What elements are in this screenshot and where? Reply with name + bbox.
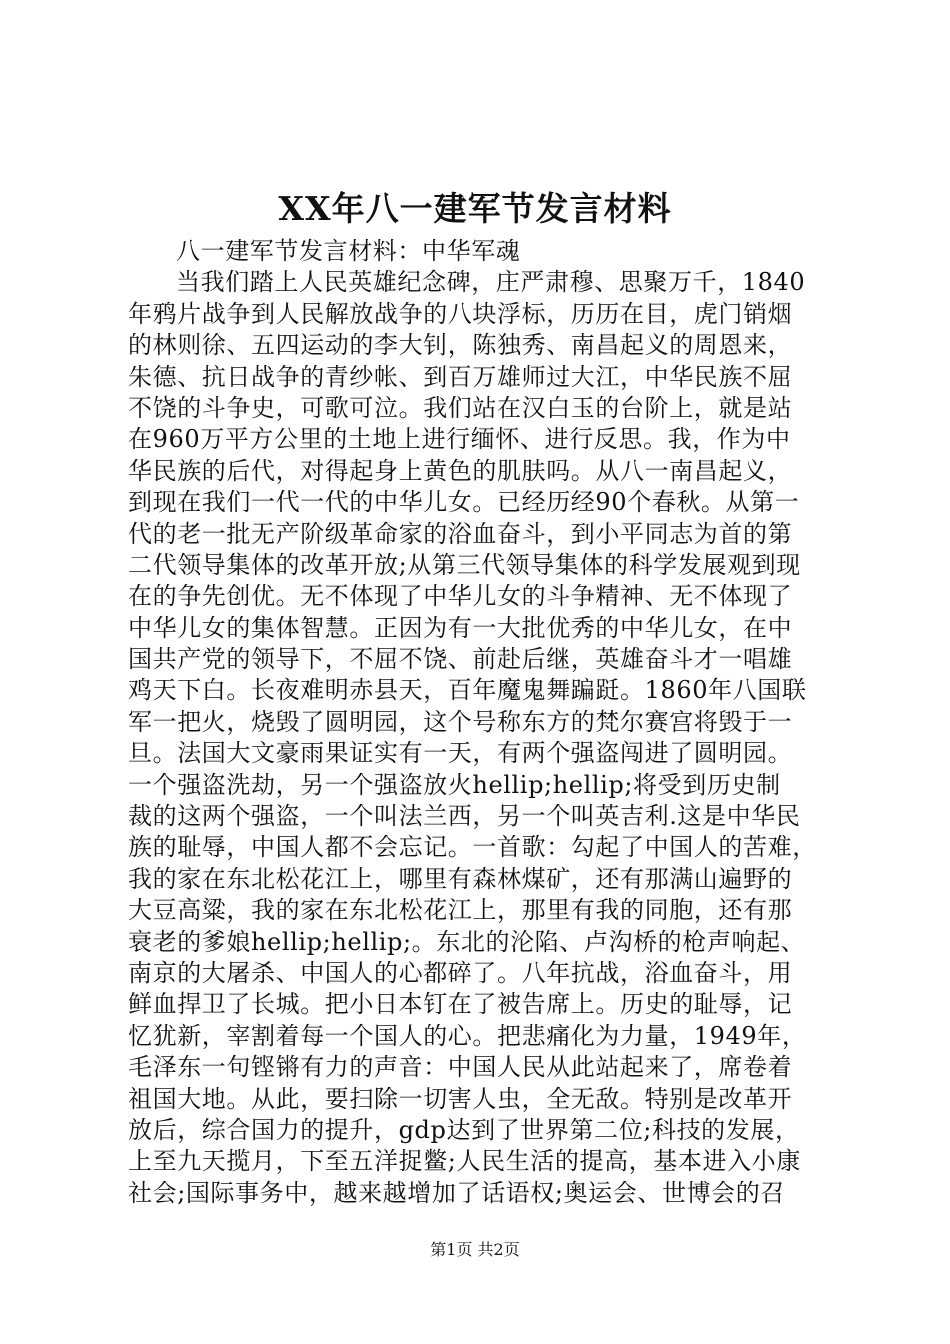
text-line: 在的争先创优。无不体现了中华儿女的斗争精神、无不体现了: [128, 582, 793, 611]
text-line: 的林则徐、五四运动的李大钊，陈独秀、南昌起义的周恩来，: [128, 331, 793, 360]
text-line: 旦。法国大文豪雨果证实有一天，有两个强盗闯进了圆明园。: [128, 739, 793, 768]
text-line: 中华儿女的集体智慧。正因为有一大批优秀的中华儿女，在中: [128, 613, 793, 642]
text-line: 代的老一批无产阶级革命家的浴血奋斗，到小平同志为首的第: [128, 519, 793, 548]
text-line: 裁的这两个强盗，一个叫法兰西，另一个叫英吉利.这是中华民: [128, 802, 801, 831]
text-line: 国共产党的领导下，不屈不饶、前赴后继，英雄奋斗才一唱雄: [128, 645, 793, 674]
text-line: 族的耻辱，中国人都不会忘记。一首歌：勾起了中国人的苦难，: [128, 833, 817, 862]
text-line: 上至九天揽月，下至五洋捉鳖;人民生活的提高，基本进入小康: [128, 1147, 801, 1176]
page-footer: 第1页 共2页: [430, 1240, 520, 1259]
text-line: 南京的大屠杀、中国人的心都碎了。八年抗战，浴血奋斗，用: [128, 958, 793, 987]
text-line: 军一把火，烧毁了圆明园，这个号称东方的梵尔赛宫将毁于一: [128, 707, 793, 736]
text-line: 到现在我们一代一代的中华儿女。已经历经90个春秋。从第一: [128, 488, 800, 517]
text-line: 二代领导集体的改革开放;从第三代领导集体的科学发展观到现: [128, 550, 801, 579]
text-line: 当我们踏上人民英雄纪念碑，庄严肃穆、思聚万千，1840: [176, 268, 806, 297]
text-line: 大豆高粱，我的家在东北松花江上，那里有我的同胞，还有那: [128, 896, 793, 925]
document-title: XX年八一建军节发言材料: [278, 189, 672, 228]
text-line: 一个强盗洗劫，另一个强盗放火hellip;hellip;将受到历史制: [128, 770, 781, 799]
text-line: 祖国大地。从此，要扫除一切害人虫，全无敌。特别是改革开: [128, 1084, 793, 1113]
text-line: 鲜血捍卫了长城。把小日本钉在了被告席上。历史的耻辱，记: [128, 990, 793, 1019]
text-line: 衰老的爹娘hellip;hellip;。东北的沦陷、卢沟桥的枪声响起、: [128, 927, 806, 956]
document-body: [128, 236, 828, 1209]
text-line: 毛泽东一句铿锵有力的声音：中国人民从此站起来了，席卷着: [128, 1053, 793, 1082]
text-line: 年鸦片战争到人民解放战争的八块浮标，历历在目，虎门销烟: [128, 299, 793, 328]
text-line: 放后，综合国力的提升，gdp达到了世界第二位;科技的发展，: [128, 1115, 800, 1144]
text-line: 社会;国际事务中，越来越增加了话语权;奥运会、世博会的召: [128, 1178, 785, 1207]
text-line: 不饶的斗争史，可歌可泣。我们站在汉白玉的台阶上，就是站: [128, 393, 793, 422]
text-line: 忆犹新，宰割着每一个国人的心。把悲痛化为力量，1949年，: [128, 1021, 807, 1050]
text-line: 八一建军节发言材料：中华军魂: [176, 237, 521, 265]
text-line: 我的家在东北松花江上，哪里有森林煤矿，还有那满山遍野的: [128, 864, 793, 893]
text-line: 华民族的后代，对得起身上黄色的肌肤吗。从八一南昌起义，: [128, 456, 793, 485]
text-line: 朱德、抗日战争的青纱帐、到百万雄师过大江，中华民族不屈: [128, 362, 793, 391]
text-line: 在960万平方公里的土地上进行缅怀、进行反思。我，作为中: [128, 425, 791, 454]
text-line: 鸡天下白。长夜难明赤县天，百年魔鬼舞蹁跹。1860年八国联: [128, 676, 807, 705]
